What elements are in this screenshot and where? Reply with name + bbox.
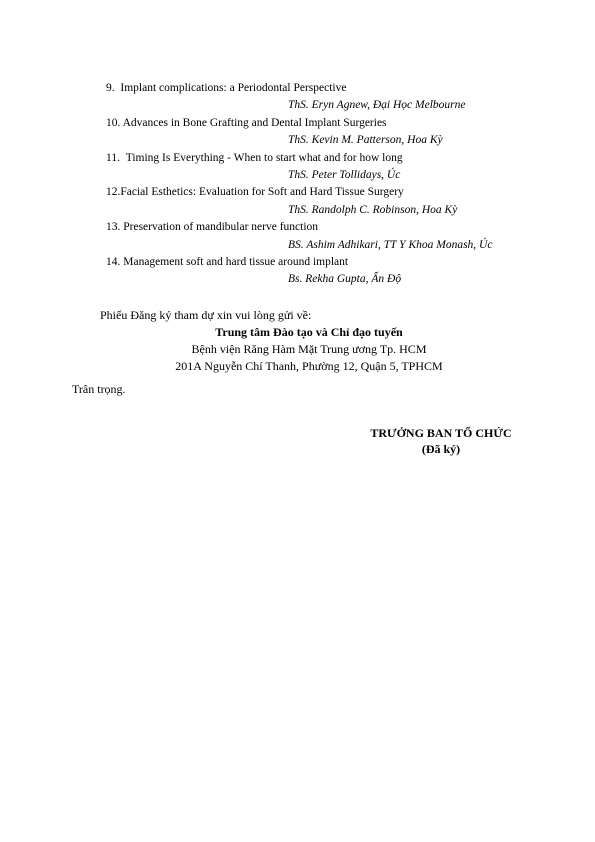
agenda-item-title: [106, 220, 318, 234]
agenda-item-title: [106, 255, 348, 269]
registration-intro: Phiếu Đăng ký tham dự xin vui lòng gửi về:: [100, 308, 312, 322]
agenda-item-speaker: Bs. Rekha Gupta, Ấn Độ: [288, 273, 402, 285]
registration-address: 201A Nguyễn Chí Thanh, Phường 12, Quận 5, TPHCM: [175, 359, 443, 373]
agenda-item-text: Timing Is Everything - When to start what and for how long: [125, 152, 403, 164]
agenda-item-number: 9.: [106, 82, 115, 94]
agenda-item-title: [106, 151, 403, 165]
agenda-item-title: [106, 185, 404, 199]
agenda-item-text: Advances in Bone Grafting and Dental Implant Surgeries: [122, 117, 387, 129]
registration-hospital: Bệnh viện Răng Hàm Mặt Trung ương Tp. HCM: [191, 342, 427, 356]
agenda-item-text: Preservation of mandibular nerve function: [123, 221, 319, 233]
signature-title: TRƯỞNG BAN TỔ CHỨC: [370, 426, 512, 440]
agenda-item-number: 10.: [106, 117, 121, 129]
agenda-item-text: Management soft and hard tissue around implant: [123, 256, 349, 268]
agenda-item-number: 13.: [106, 221, 121, 233]
signature-note: (Đã ký): [421, 442, 461, 456]
agenda-item-number: 12.: [106, 186, 121, 198]
agenda-item-speaker: ThS. Kevin M. Patterson, Hoa Kỳ: [288, 134, 443, 146]
agenda-item-number: 14.: [106, 256, 121, 268]
agenda-item-text: Facial Esthetics: Evaluation for Soft and Hard Tissue Surgery: [120, 186, 404, 198]
agenda-item-number: 11.: [106, 152, 120, 164]
agenda-item-title: [106, 116, 387, 130]
closing-text: Trân trọng.: [72, 382, 126, 396]
agenda-item-text: Implant complications: a Periodontal Perspective: [120, 82, 347, 94]
agenda-item-speaker: BS. Ashim Adhikari, TT Y Khoa Monash, Úc: [288, 239, 493, 251]
agenda-item-speaker: ThS. Randolph C. Robinson, Hoa Kỳ: [288, 204, 458, 216]
agenda-item-speaker: ThS. Peter Tollidays, Úc: [288, 169, 401, 181]
agenda-item-title: [106, 81, 346, 95]
registration-center-name: Trung tâm Đào tạo và Chỉ đạo tuyến: [215, 325, 403, 339]
agenda-item-speaker: ThS. Eryn Agnew, Đại Học Melbourne: [288, 99, 466, 111]
